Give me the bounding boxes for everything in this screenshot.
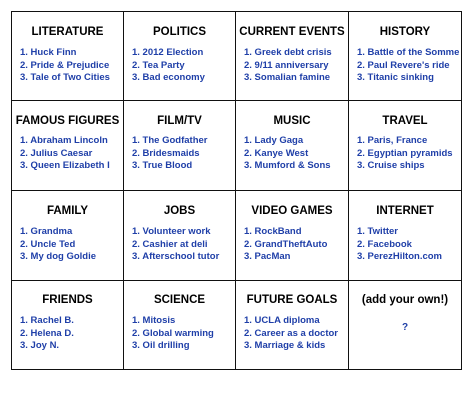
topic-heading: FUTURE GOALS	[246, 294, 338, 306]
topic-list-item: 2. Global warming	[132, 327, 214, 339]
topic-list-item: 3. Marriage & kids	[244, 340, 326, 351]
topic-list-item: 3. Mumford & Sons	[244, 160, 331, 171]
topic-list	[357, 47, 459, 85]
topic-list	[20, 135, 110, 173]
topic-cell	[124, 191, 236, 281]
topic-list-item: 2. Facebook	[357, 238, 412, 250]
topic-cell	[12, 281, 124, 370]
topic-heading: LITERATURE	[31, 26, 104, 38]
topic-list-item: 1. Lady Gaga	[244, 135, 304, 146]
topic-list	[244, 315, 338, 353]
topic-list-item: 2. Bridesmaids	[132, 147, 200, 159]
topic-cell	[124, 281, 236, 370]
topic-list	[357, 226, 442, 264]
topic-list	[20, 47, 110, 85]
topic-list-item: 3. Cruise ships	[357, 160, 425, 171]
topic-list-item: 2. Paul Revere's ride	[357, 59, 450, 71]
topic-cell	[236, 12, 349, 101]
topic-list-item: 3. Queen Elizabeth I	[20, 160, 110, 171]
topic-list-item: 1. RockBand	[244, 226, 302, 237]
topic-list-item: 3. Tale of Two Cities	[20, 72, 110, 83]
topic-grid	[11, 11, 462, 370]
topic-heading: (add your own!)	[361, 294, 449, 306]
topic-list	[132, 315, 214, 353]
topic-cell	[349, 191, 462, 281]
topic-heading: JOBS	[163, 205, 196, 217]
topic-list-item: 2. Kanye West	[244, 147, 309, 159]
topic-list-item: 3. Oil drilling	[132, 340, 190, 351]
topic-heading: FAMOUS FIGURES	[15, 115, 120, 127]
topic-heading: CURRENT EVENTS	[239, 26, 345, 38]
topic-cell	[12, 101, 124, 191]
topic-heading: FRIENDS	[42, 294, 93, 306]
topic-list-item: 1. Mitosis	[132, 315, 176, 326]
topic-cell	[12, 12, 124, 101]
topic-list	[20, 226, 96, 264]
topic-heading: MUSIC	[273, 115, 311, 127]
topic-list-item: 1. Huck Finn	[20, 47, 77, 58]
topic-heading: POLITICS	[152, 26, 207, 38]
topic-list-item: 1. Battle of the Somme	[357, 47, 460, 58]
topic-list-item: 2. Career as a doctor	[244, 327, 338, 339]
topic-list-item: 1. The Godfather	[132, 135, 208, 146]
topic-list-item: 2. GrandTheftAuto	[244, 238, 328, 250]
topic-list-item: 2. Julius Caesar	[20, 147, 93, 159]
topic-heading: TRAVEL	[382, 115, 428, 127]
topic-cell	[349, 12, 462, 101]
topic-list-item: 3. Bad economy	[132, 72, 205, 83]
topic-list-item: 1. UCLA diploma	[244, 315, 320, 326]
topic-list-item: 2. 9/11 anniversary	[244, 59, 329, 71]
topic-list-item: 1. Volunteer work	[132, 226, 211, 237]
topic-cell	[349, 281, 462, 370]
topic-cell	[349, 101, 462, 191]
topic-list-item: 1. Twitter	[357, 226, 398, 237]
topic-list	[132, 135, 207, 173]
topic-heading: HISTORY	[379, 26, 431, 38]
topic-list-item: 1. Grandma	[20, 226, 73, 237]
topic-list-item: 3. PacMan	[244, 251, 291, 262]
topic-list-item: 3. True Blood	[132, 160, 193, 171]
topic-cell	[236, 191, 349, 281]
topic-list-item: 1. Paris, France	[357, 135, 428, 146]
topic-list	[244, 135, 331, 173]
placeholder-mark: ?	[401, 322, 409, 333]
topic-heading: FAMILY	[46, 205, 89, 217]
topic-cell	[124, 12, 236, 101]
topic-list-item: 2. Egyptian pyramids	[357, 147, 453, 159]
topic-list	[244, 47, 332, 85]
topic-heading: SCIENCE	[153, 294, 206, 306]
topic-list-item: 3. Titanic sinking	[357, 72, 434, 83]
topic-heading: FILM/TV	[157, 115, 202, 127]
topic-cell	[236, 281, 349, 370]
topic-cell	[12, 191, 124, 281]
topic-list-item: 2. Helena D.	[20, 327, 74, 339]
topic-list-item: 1. Greek debt crisis	[244, 47, 332, 58]
topic-list	[132, 47, 205, 85]
topic-list	[20, 315, 74, 353]
topic-list-item: 3. Joy N.	[20, 340, 60, 351]
topic-list	[132, 226, 219, 264]
topic-list-item: 2. Uncle Ted	[20, 238, 76, 250]
topic-list-item: 3. PerezHilton.com	[357, 251, 442, 262]
topic-list-item: 1. Abraham Lincoln	[20, 135, 108, 146]
topic-list	[357, 135, 453, 173]
topic-list-item: 3. My dog Goldie	[20, 251, 97, 262]
topic-list-item: 2. Pride & Prejudice	[20, 59, 110, 71]
topic-list-item: 3. Afterschool tutor	[132, 251, 220, 262]
topic-list-item: 1. 2012 Election	[132, 47, 204, 58]
topic-list-item: 2. Tea Party	[132, 59, 185, 71]
topic-list-item: 2. Cashier at deli	[132, 238, 208, 250]
topic-cell	[124, 101, 236, 191]
topic-list	[244, 226, 327, 264]
topic-list-item: 3. Somalian famine	[244, 72, 331, 83]
topic-heading: VIDEO GAMES	[251, 205, 333, 217]
topic-heading: INTERNET	[376, 205, 434, 217]
topic-list-item: 1. Rachel B.	[20, 315, 74, 326]
topic-cell	[236, 101, 349, 191]
